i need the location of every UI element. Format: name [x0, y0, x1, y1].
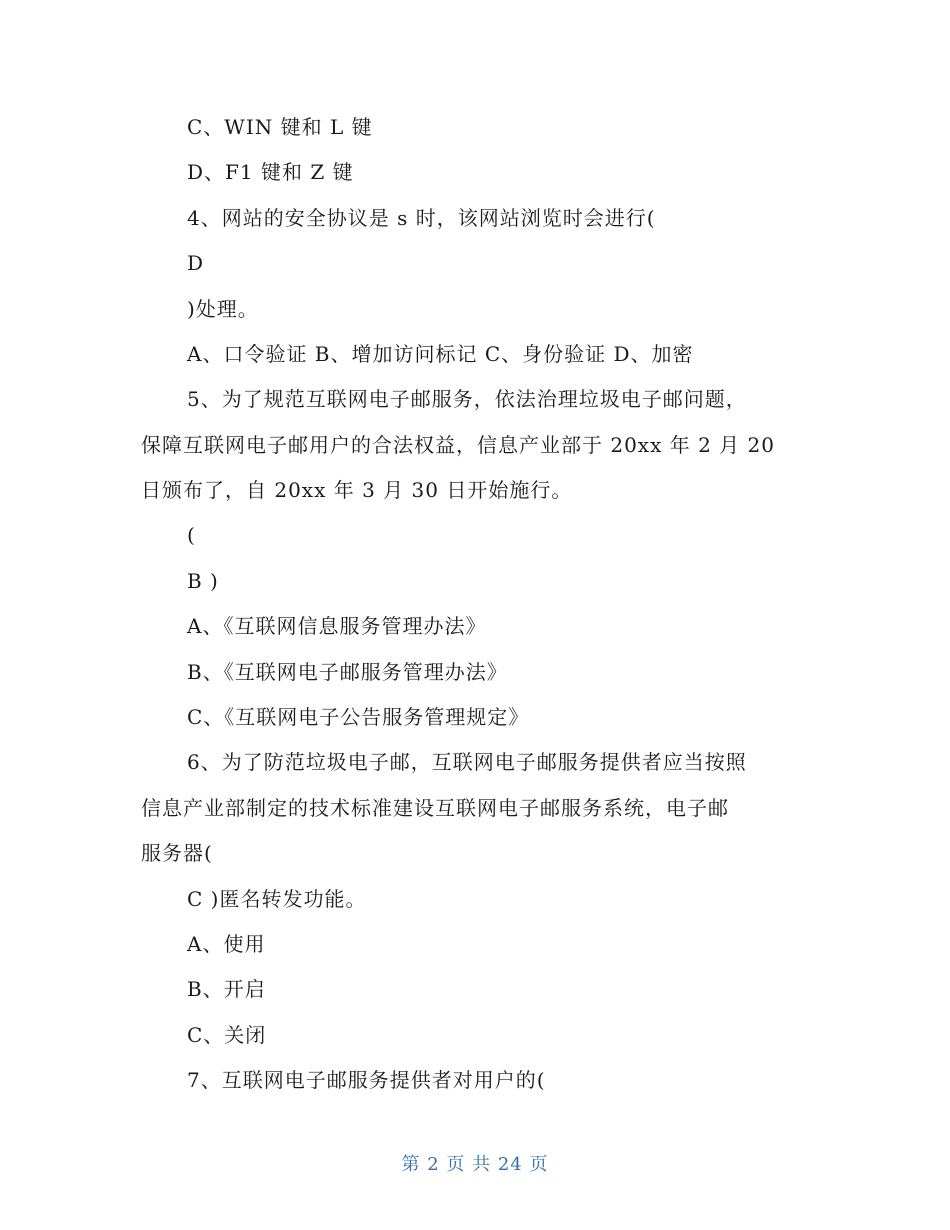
text-line: B ) [187, 569, 219, 593]
text-line: A、《互联网信息服务管理办法》 [187, 614, 487, 638]
text-line: C、WIN 键和 L 键 [187, 115, 373, 139]
text-line: 服务器( [141, 841, 213, 865]
text-line: 信息产业部制定的技术标准建设互联网电子邮服务系统，电子邮 [141, 796, 729, 820]
text-line: 日颁布了，自 20xx 年 3 月 30 日开始施行。 [141, 478, 573, 502]
text-line: D [187, 251, 205, 275]
page-footer: 第 2 页 共 24 页 [401, 1154, 549, 1175]
text-line: B、开启 [187, 977, 266, 1001]
text-line: C、关闭 [187, 1023, 267, 1047]
text-line: A、口令验证 B、增加访问标记 C、身份验证 D、加密 [187, 342, 694, 366]
text-line: 4、网站的安全协议是 s 时，该网站浏览时会进行( [187, 206, 656, 230]
text-line: C、《互联网电子公告服务管理规定》 [187, 705, 530, 729]
text-line: D、F1 键和 Z 键 [187, 160, 354, 184]
text-line: )处理。 [187, 297, 259, 321]
text-line: 保障互联网电子邮用户的合法权益，信息产业部于 20xx 年 2 月 20 [141, 433, 775, 457]
text-line: 6、为了防范垃圾电子邮，互联网电子邮服务提供者应当按照 [187, 750, 747, 774]
text-line: A、使用 [187, 932, 266, 956]
text-line: B、《互联网电子邮服务管理办法》 [187, 660, 508, 684]
text-line: 7、互联网电子邮服务提供者对用户的( [187, 1068, 546, 1092]
text-line: 5、为了规范互联网电子邮服务，依法治理垃圾电子邮问题， [187, 387, 747, 411]
text-line: C )匿名转发功能。 [187, 887, 367, 911]
text-line: ( [187, 523, 196, 547]
